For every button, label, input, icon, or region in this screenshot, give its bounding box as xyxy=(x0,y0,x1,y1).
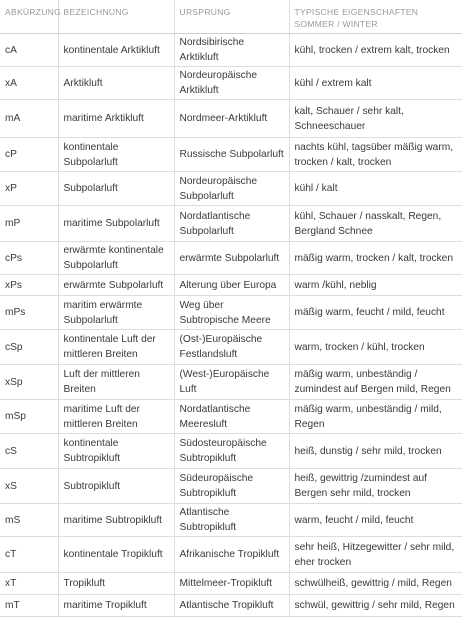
cell-eigenschaften: sehr heiß, Hitzegewitter / sehr mild, eher trocken xyxy=(289,537,462,573)
header-ursprung: URSPRUNG xyxy=(174,0,289,34)
table-row xyxy=(0,365,462,400)
cell-eigenschaften: kühl, trocken / extrem kalt, trocken xyxy=(289,34,462,67)
cell-eigenschaften: warm /kühl, neblig xyxy=(289,275,462,296)
cell-abkuerzung: mP xyxy=(0,206,58,242)
cell-ursprung: Nordsibirische Arktikluft xyxy=(174,34,289,67)
header-bezeichnung: BEZEICHNUNG xyxy=(58,0,174,34)
cell-abkuerzung: cT xyxy=(0,537,58,573)
cell-abkuerzung: xP xyxy=(0,172,58,206)
table-row xyxy=(0,206,462,242)
cell-abkuerzung: xT xyxy=(0,573,58,595)
table-row xyxy=(0,100,462,138)
cell-eigenschaften: kühl, Schauer / nasskalt, Regen, Bergland Schnee xyxy=(289,206,462,242)
table-row xyxy=(0,34,462,67)
cell-ursprung: Nordeuropäische Subpolarluft xyxy=(174,172,289,206)
cell-abkuerzung: cP xyxy=(0,138,58,172)
cell-ursprung: Atlantische Subtropikluft xyxy=(174,504,289,537)
cell-eigenschaften: kalt, Schauer / sehr kalt, Schneeschauer xyxy=(289,100,462,138)
table-row xyxy=(0,504,462,537)
table-row xyxy=(0,242,462,275)
cell-abkuerzung: xSp xyxy=(0,365,58,400)
cell-eigenschaften: mäßig warm, trocken / kalt, trocken xyxy=(289,242,462,275)
cell-ursprung: Weg über Subtropische Meere xyxy=(174,296,289,330)
cell-ursprung: Nordatlantische Meeresluft xyxy=(174,400,289,434)
cell-bezeichnung: maritime Subpolarluft xyxy=(58,206,174,242)
header-row xyxy=(0,0,462,34)
table-body xyxy=(0,34,462,617)
cell-abkuerzung: mT xyxy=(0,595,58,617)
cell-ursprung: Russische Subpolarluft xyxy=(174,138,289,172)
table-row xyxy=(0,172,462,206)
cell-bezeichnung: Tropikluft xyxy=(58,573,174,595)
cell-ursprung: Südeuropäische Subtropikluft xyxy=(174,469,289,504)
table-row xyxy=(0,67,462,100)
table-row xyxy=(0,330,462,365)
cell-ursprung: Alterung über Europa xyxy=(174,275,289,296)
cell-abkuerzung: cSp xyxy=(0,330,58,365)
table-row xyxy=(0,595,462,617)
header-abkuerzung: ABKÜRZUNG xyxy=(0,0,58,34)
cell-eigenschaften: mäßig warm, unbeständig / mild, Regen xyxy=(289,400,462,434)
cell-abkuerzung: cA xyxy=(0,34,58,67)
cell-bezeichnung: kontinentale Arktikluft xyxy=(58,34,174,67)
cell-abkuerzung: mSp xyxy=(0,400,58,434)
cell-abkuerzung: cS xyxy=(0,434,58,469)
cell-bezeichnung: maritim erwärmte Subpolarluft xyxy=(58,296,174,330)
cell-ursprung: Mittelmeer-Tropikluft xyxy=(174,573,289,595)
cell-bezeichnung: kontinentale Subpolarluft xyxy=(58,138,174,172)
cell-eigenschaften: schwülheiß, gewittrig / mild, Regen xyxy=(289,573,462,595)
cell-bezeichnung: kontinentale Luft der mittleren Breiten xyxy=(58,330,174,365)
cell-abkuerzung: xA xyxy=(0,67,58,100)
cell-eigenschaften: schwül, gewittrig / sehr mild, Regen xyxy=(289,595,462,617)
cell-ursprung: Atlantische Tropikluft xyxy=(174,595,289,617)
cell-ursprung: Nordmeer-Arktikluft xyxy=(174,100,289,138)
table-row xyxy=(0,296,462,330)
cell-abkuerzung: mA xyxy=(0,100,58,138)
cell-ursprung: (West-)Europäische Luft xyxy=(174,365,289,400)
cell-bezeichnung: erwärmte kontinentale Subpolarluft xyxy=(58,242,174,275)
cell-eigenschaften: heiß, dunstig / sehr mild, trocken xyxy=(289,434,462,469)
table-row xyxy=(0,537,462,573)
cell-eigenschaften: warm, trocken / kühl, trocken xyxy=(289,330,462,365)
cell-abkuerzung: xS xyxy=(0,469,58,504)
table-row xyxy=(0,138,462,172)
cell-eigenschaften: heiß, gewittrig /zumindest auf Bergen sehr mild, trocken xyxy=(289,469,462,504)
cell-bezeichnung: Subtropikluft xyxy=(58,469,174,504)
cell-eigenschaften: mäßig warm, feucht / mild, feucht xyxy=(289,296,462,330)
cell-eigenschaften: mäßig warm, unbeständig / zumindest auf Bergen mild, Regen xyxy=(289,365,462,400)
cell-bezeichnung: erwärmte Subpolarluft xyxy=(58,275,174,296)
table-row xyxy=(0,275,462,296)
cell-abkuerzung: mS xyxy=(0,504,58,537)
cell-bezeichnung: maritime Arktikluft xyxy=(58,100,174,138)
table-header xyxy=(0,0,462,34)
cell-bezeichnung: maritime Tropikluft xyxy=(58,595,174,617)
header-eigenschaften: TYPISCHE EIGENSCHAFTEN SOMMER / WINTER xyxy=(289,0,462,34)
cell-bezeichnung: Arktikluft xyxy=(58,67,174,100)
cell-ursprung: Nordatlantische Subpolarluft xyxy=(174,206,289,242)
cell-ursprung: Afrikanische Tropikluft xyxy=(174,537,289,573)
cell-bezeichnung: Luft der mittleren Breiten xyxy=(58,365,174,400)
cell-bezeichnung: maritime Luft der mittleren Breiten xyxy=(58,400,174,434)
table-row xyxy=(0,400,462,434)
cell-abkuerzung: cPs xyxy=(0,242,58,275)
cell-bezeichnung: Subpolarluft xyxy=(58,172,174,206)
cell-ursprung: (Ost-)Europäische Festlandsluft xyxy=(174,330,289,365)
cell-eigenschaften: kühl / kalt xyxy=(289,172,462,206)
cell-abkuerzung: xPs xyxy=(0,275,58,296)
table-row xyxy=(0,434,462,469)
table-row xyxy=(0,469,462,504)
cell-eigenschaften: kühl / extrem kalt xyxy=(289,67,462,100)
table-row xyxy=(0,573,462,595)
cell-bezeichnung: kontinentale Tropikluft xyxy=(58,537,174,573)
cell-ursprung: Südosteuropäische Subtropikluft xyxy=(174,434,289,469)
cell-bezeichnung: kontinentale Subtropikluft xyxy=(58,434,174,469)
cell-ursprung: Nordeuropäische Arktikluft xyxy=(174,67,289,100)
cell-ursprung: erwärmte Subpolarluft xyxy=(174,242,289,275)
cell-abkuerzung: mPs xyxy=(0,296,58,330)
cell-eigenschaften: nachts kühl, tagsüber mäßig warm, trocken / kalt, trocken xyxy=(289,138,462,172)
cell-eigenschaften: warm, feucht / mild, feucht xyxy=(289,504,462,537)
cell-bezeichnung: maritime Subtropikluft xyxy=(58,504,174,537)
